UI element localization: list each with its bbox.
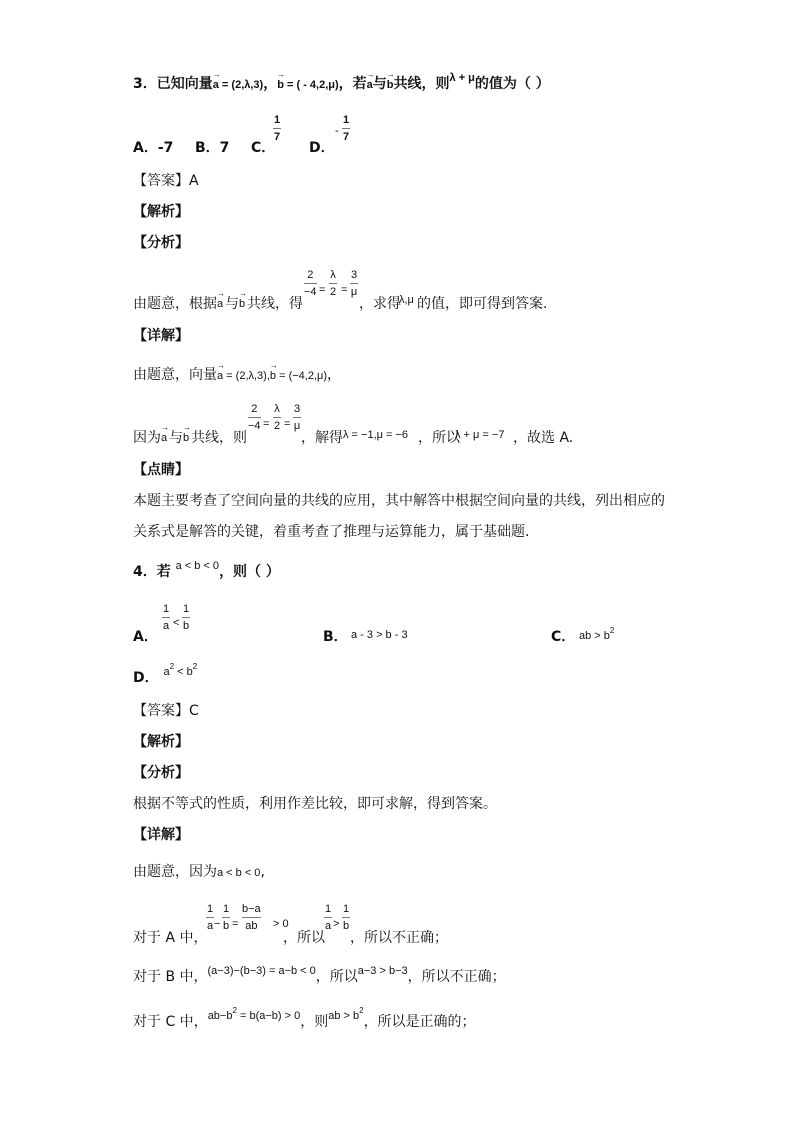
q3-option-d-label: D．: [309, 140, 335, 156]
q3-xj-vec-a: → a: [217, 366, 223, 386]
q3-fenxi-vars: λ,μ: [399, 294, 414, 306]
q3-xj2-eq-1: =: [263, 418, 270, 430]
q4-xj-line-1: [133, 862, 265, 883]
q4-a-text-2: ，所以: [283, 930, 325, 946]
q4-option-b-label: B．: [323, 629, 348, 645]
q3-xj2-text-2: 与: [169, 430, 183, 446]
q4-stem-text-1: 若: [156, 564, 171, 580]
q4-xj-option-b: [133, 967, 506, 988]
q3-xj2-text-3: 共线，则: [191, 430, 247, 446]
q3-xj2-f1-den: −4: [248, 420, 261, 432]
q4-fenxi-heading: 【分析】: [133, 765, 189, 781]
q3-fenxi-vec-a: → a: [217, 294, 223, 314]
q3-option-b: B．7: [195, 140, 230, 156]
q3-stem-text-1: 已知向量: [156, 76, 213, 92]
q4-opt-a-f2-num: 1: [182, 603, 190, 615]
q4-a-f1-num: 1: [206, 903, 214, 915]
q4-a-frac-3: [242, 902, 261, 933]
q3-option-c: [251, 138, 275, 158]
q3-xj2-vec-a: → a: [161, 428, 167, 448]
q3-xj-text-1: 由题意，向量: [133, 367, 217, 383]
q4-opt-d-mid: < b: [174, 666, 193, 678]
q3-option-d-fraction: [342, 113, 350, 144]
q4-c-text-3: ，所以是正确的；: [363, 1014, 476, 1030]
q4-condition: a < b < 0: [175, 560, 220, 572]
q4-b-text-3: ，所以不正确；: [407, 969, 506, 985]
q4-a-f4-num: 1: [324, 903, 332, 915]
q3-stem-text-5: 的值为（ ）: [474, 76, 550, 92]
q3-xj2-f2-den: 2: [273, 420, 281, 432]
q3-fenxi-text-5: 的值，即可得到答案.: [417, 296, 548, 312]
q3-xj2-frac-3: [293, 402, 301, 433]
q3-option-c-den: 7: [273, 131, 281, 143]
q3-xj2-text-6: ，故选 A.: [513, 430, 574, 446]
q3-fenxi-text-3: 共线，得: [247, 296, 303, 312]
q3-sep: ，: [263, 76, 278, 92]
q4-a-eq: =: [232, 918, 239, 930]
q4-stem: [133, 562, 280, 583]
q4-opt-a-f1-den: a: [162, 620, 170, 632]
q4-option-c-label: C．: [551, 629, 576, 645]
q4-a-minus: −: [214, 918, 221, 930]
q4-xiangjie-heading: 【详解】: [133, 827, 189, 843]
q3-option-d-den: 7: [342, 131, 350, 143]
q4-a-text-3: ，所以不正确；: [350, 930, 448, 946]
q4-jiexi-heading: 【解析】: [133, 734, 189, 750]
q3-xj2-solution: λ = −1,μ = −6: [343, 429, 409, 441]
q3-xiangjie-heading: 【详解】: [133, 328, 189, 344]
q4-opt-a-f2-den: b: [182, 620, 190, 632]
q4-option-a-lt: <: [173, 617, 180, 629]
q3-option-a: A．-7: [133, 140, 174, 156]
q3-fenxi-f1-den: −4: [304, 286, 317, 298]
vector-b-ref: → b: [387, 75, 394, 95]
q4-a-f5-den: b: [342, 920, 350, 932]
q4-b-expr-2: a−3 > b−3: [357, 965, 408, 977]
q3-xj-eq-b: = (−4,2,μ): [276, 370, 328, 382]
q4-option-d: [133, 662, 198, 690]
q3-xj2-f3-num: 3: [293, 403, 301, 415]
q4-c-text-2: ，则: [300, 1014, 329, 1030]
vector-b: → b: [277, 75, 284, 95]
q4-a-f4-den: a: [324, 920, 332, 932]
q4-b-expr: (a−3)−(b−3) = a−b < 0: [207, 965, 316, 977]
q4-a-f5-num: 1: [342, 903, 350, 915]
q4-c-expr-2: = b(a−b) > 0: [236, 1010, 301, 1022]
q4-a-f3-num: b−a: [242, 903, 261, 915]
q3-fenxi-f1-num: 2: [307, 269, 314, 281]
q4-opt-d-sup2: 2: [192, 662, 198, 671]
q3-fenxi-text-1: 由题意，根据: [133, 296, 217, 312]
q4-option-a-frac-2: [182, 602, 190, 633]
q4-a-f1-den: a: [206, 920, 214, 932]
q4-a-frac-5: [342, 902, 350, 933]
q3-fenxi-f2-den: 2: [329, 286, 337, 298]
q3-stem: [133, 74, 550, 95]
q4-a-gt: > 0: [273, 918, 289, 930]
q3-xj2-text-4: ，解得: [301, 430, 343, 446]
q4-b-text-2: ，所以: [315, 969, 358, 985]
q3-xj2-eq-2: =: [284, 418, 291, 430]
q4-number: 4．: [133, 564, 157, 580]
q4-c-sup-1: 2: [232, 1006, 237, 1015]
q4-option-a-label: A．: [133, 629, 158, 645]
q4-c-sup-2: 2: [359, 1006, 364, 1015]
q4-stem-text-2: ，则（ ）: [219, 564, 280, 580]
vector-a: → a: [213, 75, 219, 95]
q3-fenxi-text-2: 与: [225, 296, 239, 312]
q3-fenxi-f3-den: μ: [350, 286, 358, 298]
q3-dianjing-heading: 【点睛】: [133, 462, 189, 478]
q3-answer: 【答案】A: [133, 173, 199, 189]
q3-xj2-f1-num: 2: [251, 403, 258, 415]
q4-option-b-expr: a - 3 > b - 3: [351, 629, 408, 641]
q3-xj2-frac-2: [273, 402, 281, 433]
q3-expr: λ + μ: [449, 72, 475, 84]
q4-xj-text-1: 由题意，因为: [133, 864, 217, 880]
q4-xj-option-c: [133, 1006, 476, 1034]
q3-stem-text-2: ，若: [338, 76, 367, 92]
q4-c-expr-1: ab−b: [207, 1010, 233, 1022]
q3-stem-text-3: 与: [372, 76, 387, 92]
q4-option-d-expr: [164, 663, 198, 679]
vector-b-def: = ( - 4,2,μ): [283, 79, 339, 91]
q3-option-d: [309, 138, 335, 158]
q3-fenxi-frac-2: [329, 268, 337, 299]
q3-xj2-f3-den: μ: [293, 420, 301, 432]
q4-option-c-expr: ab > b: [579, 630, 610, 642]
q4-opt-d-a: a: [163, 666, 170, 678]
q4-a-f3-den: ab: [245, 920, 258, 932]
q3-xj-eq-a: = (2,λ,3),: [223, 370, 270, 382]
q4-options-row: [133, 600, 653, 644]
q4-c-result: [328, 1007, 363, 1023]
q3-dianjing-text: 本题主要考查了空间向量的共线的应用，其中解答中根据空间向量的共线，列出相应的关系式是解答的关键，着重考查了推理与运算能力，属于基础题.: [133, 493, 665, 540]
q4-option-a-frac-1: [162, 602, 170, 633]
q4-xj-text-2: ,: [260, 864, 265, 880]
q3-xj2-text-5: ，所以: [418, 430, 460, 446]
q4-option-c-sup: 2: [609, 626, 615, 635]
q3-fenxi-frac-1: [304, 268, 317, 299]
q3-xj2-frac-1: [248, 402, 261, 433]
q4-opt-a-f1-num: 1: [162, 603, 170, 615]
q3-fenxi-heading: 【分析】: [133, 235, 189, 251]
q3-fenxi-f2-num: λ: [330, 269, 336, 281]
q3-xj2-text-1: 因为: [133, 430, 161, 446]
q3-xj2-vec-b: → b: [183, 428, 189, 448]
q3-option-d-num: 1: [342, 114, 350, 126]
q4-option-c: [579, 625, 614, 647]
q4-answer: 【答案】C: [133, 703, 199, 719]
q3-option-c-num: 1: [273, 114, 281, 126]
q4-c-text-1: 对于 C 中，: [133, 1014, 208, 1030]
q3-fenxi-f3-num: 3: [350, 269, 358, 281]
q3-fenxi-vec-b: → b: [239, 294, 245, 314]
q3-option-d-sign: -: [335, 125, 339, 137]
q3-xj-vec-b: → b: [270, 366, 276, 386]
q4-a-f2-num: 1: [222, 903, 230, 915]
q3-stem-text-4: 共线，则: [393, 76, 450, 92]
q3-fenxi-eq-2: =: [341, 284, 348, 296]
q4-c-expr: [208, 1007, 301, 1023]
q3-xj-text-2: ，: [327, 367, 342, 383]
q3-fenxi-frac-3: [350, 268, 358, 299]
vector-a-def: = (2,λ,3): [218, 79, 264, 91]
q4-c-expr-3: ab > b: [328, 1010, 360, 1022]
q3-xiangjie-line-1: [133, 365, 341, 386]
q4-fenxi-text: 根据不等式的性质，利用作差比较，即可求解，得到答案。: [133, 796, 497, 812]
q4-a-f2-den: b: [222, 920, 230, 932]
q4-opt-d-sup1: 2: [169, 662, 175, 671]
q4-a-frac-1: [206, 902, 214, 933]
q4-a-frac-4: [324, 902, 332, 933]
vector-a-ref: → a: [367, 75, 373, 95]
q3-jiexi-heading: 【解析】: [133, 204, 189, 220]
q4-a-frac-2: [222, 902, 230, 933]
q3-option-c-fraction: [273, 113, 281, 144]
q3-fenxi-eq-1: =: [319, 284, 326, 296]
q4-a-text-1: 对于 A 中，: [133, 930, 208, 946]
q3-option-c-label: C．: [251, 140, 276, 156]
q3-fenxi-text-4: ，求得: [359, 296, 401, 312]
q4-b-text-1: 对于 B 中，: [133, 969, 208, 985]
q4-a-gt-2: >: [333, 918, 340, 930]
q4-xj-condition: a < b < 0: [217, 867, 261, 879]
q3-number: 3．: [133, 76, 157, 92]
q4-option-d-label: D．: [133, 670, 159, 686]
q3-xj2-f2-num: λ: [274, 403, 280, 415]
q3-xj2-sum: λ + μ = −7: [455, 429, 505, 441]
